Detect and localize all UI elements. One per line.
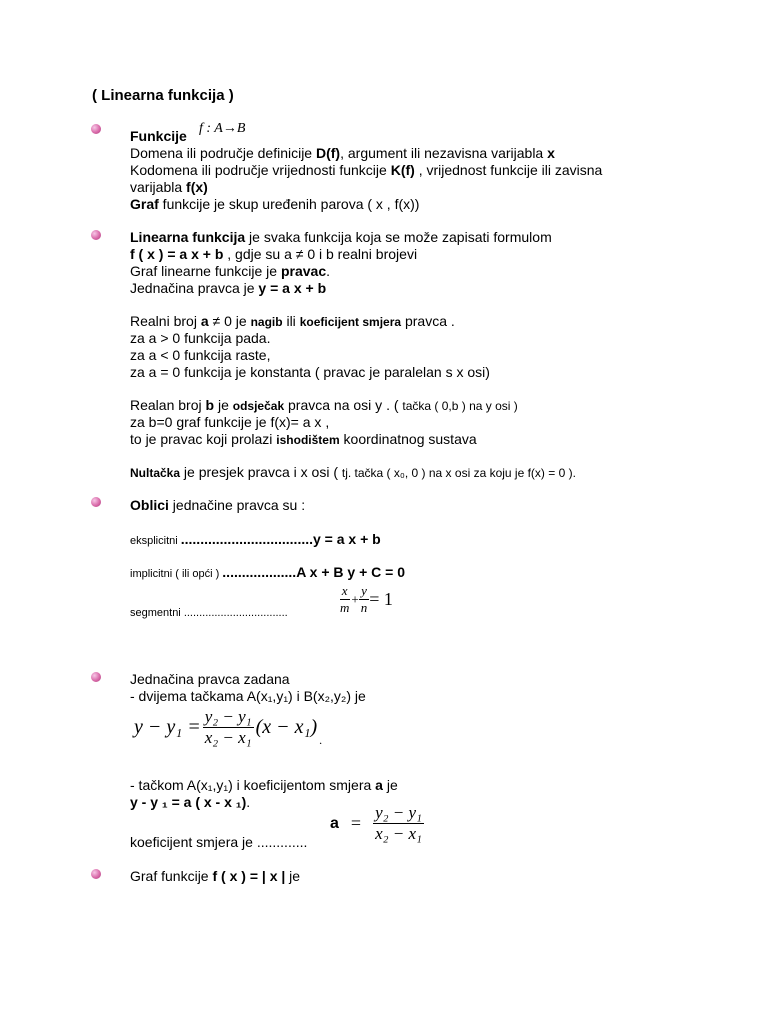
graf-pravac-line [130,263,330,279]
kodomena-line [130,162,602,178]
raste-line: za a < 0 funkcija raste, [130,347,271,363]
graf-abs-bold: f ( x ) = | x | [212,868,286,884]
domena-pre: Domena ili područje definicije [130,145,316,161]
kodomena-pre: Kodomena ili područje vrijednosti funkcije [130,162,391,178]
oblici-bold: Oblici [130,497,169,513]
frac-x-m [338,583,351,616]
zadana-line: Jednačina pravca zadana [130,671,290,687]
realni-broj-line [130,313,455,330]
realan-b: b [205,397,215,413]
graf-line [130,196,419,212]
realni-a: a [200,313,209,329]
formula-bold: f ( x ) = a x + b [130,246,224,262]
funkcije-label: Funkcije [130,128,187,144]
formula-den: x₂ − x₁ [204,728,252,747]
formula-rhs: (x − x₁) [255,716,318,738]
slope-a: a [330,814,339,832]
nultacka-bold: Nultačka [130,466,181,480]
plus-sign: + [351,591,359,607]
eksplicitni-label: eksplicitni [130,535,181,547]
graf-rest: funkcije je skup uređenih parova ( x , f(x)) [158,196,420,212]
realan-je: je [214,397,233,413]
graf-pravac-pre: Graf linearne funkcije je [130,263,281,279]
graf-abs-line [130,868,300,884]
equals-one: = 1 [369,589,393,609]
realan-small: tačka ( 0,b ) na y osi ) [402,399,518,413]
formula-dot: . [319,733,323,747]
jednacina-bold: y = a x + b [258,280,327,296]
koef-smjera-line: koeficijent smjera je ............. [130,834,308,850]
slope-num: y₂ − y₁ [375,803,422,822]
graf-pravac-post: . [326,263,331,279]
graf-label: Graf [130,196,159,212]
ishodiste-bold: ishodištem [276,433,340,447]
formula-frac [203,707,254,748]
domena-line [130,145,555,161]
eksplicitni-dots: .................................. [180,531,313,547]
formula-num: y₂ − y₁ [204,707,252,726]
frac-num: x [341,583,348,598]
domena-df: D(f) [316,145,341,161]
slope-frac [373,803,424,844]
kodomena-kf: K(f) [390,162,415,178]
bullet-icon [91,124,101,134]
implicitni-label: implicitni ( ili opći ) [130,568,223,580]
varijabla-text: varijabla [130,179,187,195]
varijabla-line [130,179,208,195]
bullet-icon [91,230,101,240]
map-colon: : A [206,121,223,136]
graf-pravac-bold: pravac [280,263,327,279]
realan-b-line [130,397,518,414]
linearna-rest: je svaka funkcija koja se može zapisati formulom [245,229,552,245]
linearna-line [130,229,552,245]
point-slope-line [130,794,250,810]
point-slope-bold: y - y ₁ = a ( x - x ₁) [130,794,247,810]
nultacka-small: tj. tačka ( x₀, 0 ) na x osi za koju je f(x) = 0 ). [341,466,576,480]
graf-abs-pre: Graf funkcije [130,868,213,884]
nultacka-line [130,464,576,481]
funkcije-line [130,128,187,144]
formula-lhs: y − y₁ = [134,716,201,738]
slope-formula [330,803,424,844]
tacka-koef-pre: - tačkom A(x₁,y₁) i koeficijentom smjera [130,777,376,793]
oblici-line [130,497,305,513]
slope-den: x₂ − x₁ [375,824,422,843]
implicitni-eq: A x + B y + C = 0 [296,564,406,580]
segmentni-dots: .................................. [183,607,288,619]
domena-x: x [547,145,555,161]
realan-pre: Realan broj [130,397,206,413]
slope-eq: = [350,813,362,833]
tacka-koef-a: a [375,777,383,793]
varijabla-fx: f(x) [186,179,208,195]
tacka-koef-line [130,777,398,793]
realni-ili: ili [282,313,300,329]
realni-post: pravca . [401,313,455,329]
frac-den: n [360,600,368,615]
segmentni-label: segmentni [130,607,184,619]
bullet-icon [91,497,101,507]
point-slope-post: . [246,794,251,810]
pada-line: za a > 0 funkcija pada. [130,330,271,346]
kodomena-post: , vrijednost funkcije ili zavisna [414,162,603,178]
ishodiste-line [130,431,477,448]
segmentni-formula [338,583,393,616]
map-f: f [199,121,203,136]
oblici-rest: jednačine pravca su : [168,497,306,513]
bullet-icon [91,869,101,879]
realan-odsjecak: odsječak [232,399,285,413]
b-nula-line: za b=0 graf funkcije je f(x)= a x , [130,414,330,430]
eksplicitni-eq: y = a x + b [313,531,381,547]
frac-num: y [361,583,367,598]
realan-post: pravca na osi y . ( [284,397,403,413]
bullet-icon [91,672,101,682]
linearna-label: Linearna funkcija [130,229,246,245]
page-title: ( Linearna funkcija ) [92,87,234,104]
map-b: B [236,121,246,136]
mapping-formula [199,121,245,137]
segmentni-line [130,607,288,619]
tacka-koef-je: je [382,777,398,793]
ishodiste-post: koordinatnog sustava [339,431,477,447]
realni-nagib: nagib [250,315,283,329]
formula-line [130,246,417,262]
realni-koef: koeficijent smjera [299,315,402,329]
two-point-formula [134,707,322,748]
implicitni-dots: ................... [222,564,297,580]
ishodiste-pre: to je pravac koji prolazi [130,431,277,447]
jednacina-line [130,280,326,296]
implicitni-line [130,564,405,580]
eksplicitni-line [130,531,381,547]
domena-post: , argument ili nezavisna varijabla [340,145,548,161]
realni-pre: Realni broj [130,313,201,329]
formula-rest: , gdje su a ≠ 0 i b realni brojevi [223,246,418,262]
frac-den: m [340,600,350,615]
nultacka-mid: je presjek pravca i x osi ( [180,464,342,480]
realni-mid: ≠ 0 je [208,313,251,329]
graf-abs-post: je [285,868,301,884]
jednacina-pre: Jednačina pravca je [130,280,259,296]
dvije-tacke-line: - dvijema tačkama A(x₁,y₁) i B(x₂,y₂) je [130,688,366,704]
frac-y-n [359,583,370,616]
arrow-icon: → [222,121,237,136]
konstanta-line: za a = 0 funkcija je konstanta ( pravac je paralelan s x osi) [130,364,490,380]
